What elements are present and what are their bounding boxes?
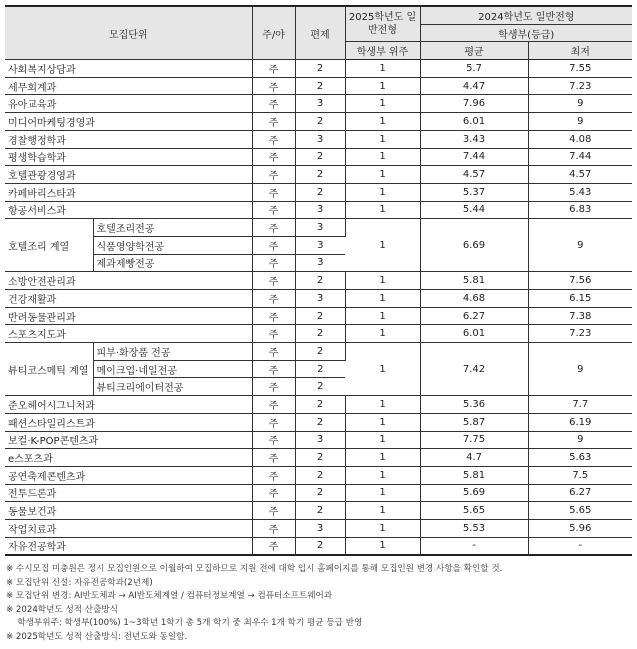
count-2025: 1 [345,60,420,78]
count-2025: 1 [345,431,420,449]
day-night: 주 [252,219,295,237]
table-row [5,148,632,166]
avg-grade: 5.81 [420,466,528,484]
min-grade: 7.23 [528,77,632,95]
pyeonje: 2 [295,183,345,201]
avg-grade: 5.7 [420,60,528,78]
min-grade: 5.65 [528,502,632,520]
table-row [5,113,632,131]
table-row [5,219,632,237]
pyeonje: 2 [295,325,345,343]
avg-grade: 3.43 [420,130,528,148]
header-unit: 모집단위 [5,6,252,60]
header-2024-sub: 학생부(등급) [420,24,632,42]
avg-grade: 5.37 [420,183,528,201]
min-grade: 9 [528,95,632,113]
count-2025: 1 [345,449,420,467]
min-grade: 7.38 [528,307,632,325]
min-grade: 9 [528,431,632,449]
header-day-night: 주/야 [252,6,295,60]
pyeonje: 2 [295,449,345,467]
min-grade: 7.56 [528,272,632,290]
day-night: 주 [252,236,295,254]
department-name: e스포츠과 [5,449,252,467]
header-2025-sub: 학생부 위주 [345,42,420,60]
footnote: ※ 수시모집 미충원은 정시 모집인원으로 이월하여 모집하므로 지원 전에 대학 입시 홈페이지를 통해 모집인원 변경 사항을 확인할 것. [6,564,503,574]
pyeonje: 2 [295,60,345,78]
avg-grade: 6.69 [420,219,528,272]
department-name: 사회복지상담과 [5,60,252,78]
major-name: 제과제빵전공 [93,254,252,272]
day-night: 주 [252,113,295,131]
header-avg: 평균 [420,42,528,60]
major-name: 식품영양학전공 [93,236,252,254]
count-2025: 1 [345,201,420,219]
pyeonje: 2 [295,413,345,431]
table-row [5,130,632,148]
header-min: 최저 [528,42,632,60]
table-row [5,272,632,290]
major-name: 뷰티크리에이터전공 [93,378,252,396]
pyeonje: 2 [295,378,345,396]
avg-grade: 5.53 [420,519,528,537]
avg-grade: 5.69 [420,484,528,502]
pyeonje: 3 [295,431,345,449]
min-grade: 6.19 [528,413,632,431]
pyeonje: 2 [295,343,345,361]
min-grade: 5.43 [528,183,632,201]
pyeonje: 3 [295,95,345,113]
avg-grade: 7.42 [420,343,528,396]
avg-grade: 6.27 [420,307,528,325]
count-2025: 1 [345,113,420,131]
table-row [5,396,632,414]
day-night: 주 [252,466,295,484]
pyeonje: 2 [295,77,345,95]
pyeonje: 2 [295,537,345,555]
table-row [5,290,632,308]
table-row [5,519,632,537]
count-2025: 1 [345,183,420,201]
group-name: 호텔조리 계열 [5,219,93,272]
department-name: 패션스타일리스트과 [5,413,252,431]
department-name: 작업치료과 [5,519,252,537]
table-row [5,325,632,343]
department-name: 경찰행정학과 [5,130,252,148]
count-2025: 1 [345,413,420,431]
table-row [5,307,632,325]
min-grade: - [528,537,632,555]
table-row [5,77,632,95]
day-night: 주 [252,519,295,537]
min-grade: 6.83 [528,201,632,219]
day-night: 주 [252,166,295,184]
day-night: 주 [252,396,295,414]
day-night: 주 [252,77,295,95]
count-2025: 1 [345,130,420,148]
min-grade: 7.5 [528,466,632,484]
department-name: 소방안전관리과 [5,272,252,290]
header-2025: 2025학년도 일반전형 [345,6,420,42]
pyeonje: 2 [295,484,345,502]
count-2025: 1 [345,484,420,502]
avg-grade: 5.65 [420,502,528,520]
department-name: 미디어마케팅경영과 [5,113,252,131]
count-2025: 1 [345,343,420,396]
table-row [5,201,632,219]
pyeonje: 2 [295,360,345,378]
day-night: 주 [252,343,295,361]
avg-grade: 4.68 [420,290,528,308]
pyeonje: 3 [295,219,345,237]
day-night: 주 [252,95,295,113]
pyeonje: 3 [295,519,345,537]
department-name: 카페바리스타과 [5,183,252,201]
footnote: ※ 모집단위 변경: AI반도체과 → AI반도체계열 / 컴퓨터정보계열 → 컴퓨터소프트웨어과 [6,591,333,602]
count-2025: 1 [345,95,420,113]
table-row [5,183,632,201]
admission-table [5,5,632,556]
avg-grade: 4.7 [420,449,528,467]
count-2025: 1 [345,272,420,290]
avg-grade: 6.01 [420,113,528,131]
table-row [5,413,632,431]
count-2025: 1 [345,519,420,537]
pyeonje: 2 [295,466,345,484]
table-row [5,502,632,520]
day-night: 주 [252,183,295,201]
pyeonje: 2 [295,307,345,325]
header-pyeonje: 편제 [295,6,345,60]
count-2025: 1 [345,166,420,184]
table-row [5,95,632,113]
pyeonje: 2 [295,148,345,166]
avg-grade: 4.57 [420,166,528,184]
department-name: 호텔관광경영과 [5,166,252,184]
day-night: 주 [252,148,295,166]
min-grade: 4.57 [528,166,632,184]
avg-grade: 5.87 [420,413,528,431]
min-grade: 7.7 [528,396,632,414]
table-row [5,431,632,449]
group-name: 뷰티코스메틱 계열 [5,343,93,396]
min-grade: 7.55 [528,60,632,78]
department-name: 동물보건과 [5,502,252,520]
day-night: 주 [252,272,295,290]
department-name: 평생학습학과 [5,148,252,166]
min-grade: 7.23 [528,325,632,343]
department-name: 공연축제콘텐츠과 [5,466,252,484]
day-night: 주 [252,431,295,449]
department-name: 반려동물관리과 [5,307,252,325]
footnote: ※ 2024학년도 성적 산출방식 [6,604,118,615]
count-2025: 1 [345,77,420,95]
min-grade: 9 [528,219,632,272]
pyeonje: 2 [295,166,345,184]
min-grade: 9 [528,113,632,131]
count-2025: 1 [345,290,420,308]
min-grade: 7.44 [528,148,632,166]
day-night: 주 [252,449,295,467]
min-grade: 6.27 [528,484,632,502]
table-row [5,60,632,78]
major-name: 메이크업·네일전공 [93,360,252,378]
header-2024: 2024학년도 일반전형 [420,6,632,24]
avg-grade: 7.75 [420,431,528,449]
count-2025: 1 [345,307,420,325]
department-name: 준오헤어시그니처과 [5,396,252,414]
pyeonje: 2 [295,113,345,131]
day-night: 주 [252,201,295,219]
pyeonje: 3 [295,236,345,254]
day-night: 주 [252,413,295,431]
avg-grade: 7.44 [420,148,528,166]
day-night: 주 [252,130,295,148]
min-grade: 9 [528,343,632,396]
day-night: 주 [252,307,295,325]
table-row [5,343,632,361]
pyeonje: 2 [295,272,345,290]
pyeonje: 2 [295,502,345,520]
department-name: 스포츠지도과 [5,325,252,343]
avg-grade: 6.01 [420,325,528,343]
pyeonje: 3 [295,201,345,219]
footnote: 학생부위주: 학생부(100%) 1~3학년 1학기 총 5개 학기 중 최우수 1개 학기 평균 등급 반영 [6,618,363,629]
pyeonje: 3 [295,130,345,148]
day-night: 주 [252,484,295,502]
day-night: 주 [252,360,295,378]
count-2025: 1 [345,502,420,520]
pyeonje: 2 [295,396,345,414]
day-night: 주 [252,254,295,272]
department-name: 세무회계과 [5,77,252,95]
department-name: 항공서비스과 [5,201,252,219]
min-grade: 6.15 [528,290,632,308]
count-2025: 1 [345,148,420,166]
pyeonje: 3 [295,290,345,308]
table-row [5,484,632,502]
min-grade: 5.63 [528,449,632,467]
major-name: 호텔조리전공 [93,219,252,237]
table-row [5,537,632,555]
count-2025: 1 [345,466,420,484]
department-name: 자유전공학과 [5,537,252,555]
count-2025: 1 [345,537,420,555]
min-grade: 4.08 [528,130,632,148]
day-night: 주 [252,378,295,396]
footnote: ※ 2025학년도 성적 산출방식: 전년도와 동일함. [6,631,188,642]
day-night: 주 [252,290,295,308]
pyeonje: 3 [295,254,345,272]
avg-grade: 5.81 [420,272,528,290]
avg-grade: 4.47 [420,77,528,95]
min-grade: 5.96 [528,519,632,537]
department-name: 유아교육과 [5,95,252,113]
avg-grade: - [420,537,528,555]
footnote: ※ 모집단위 신설: 자유전공학과(2년제) [6,577,153,588]
department-name: 전투드론과 [5,484,252,502]
table-row [5,166,632,184]
table-row [5,449,632,467]
table-row [5,466,632,484]
count-2025: 1 [345,219,420,272]
avg-grade: 5.36 [420,396,528,414]
day-night: 주 [252,537,295,555]
footnotes [6,563,502,645]
department-name: 건강재활과 [5,290,252,308]
day-night: 주 [252,60,295,78]
day-night: 주 [252,325,295,343]
avg-grade: 5.44 [420,201,528,219]
day-night: 주 [252,502,295,520]
avg-grade: 7.96 [420,95,528,113]
count-2025: 1 [345,325,420,343]
table-body [5,60,632,556]
count-2025: 1 [345,396,420,414]
department-name: 보컬·K-POP콘텐츠과 [5,431,252,449]
major-name: 피부·화장품 전공 [93,343,252,361]
